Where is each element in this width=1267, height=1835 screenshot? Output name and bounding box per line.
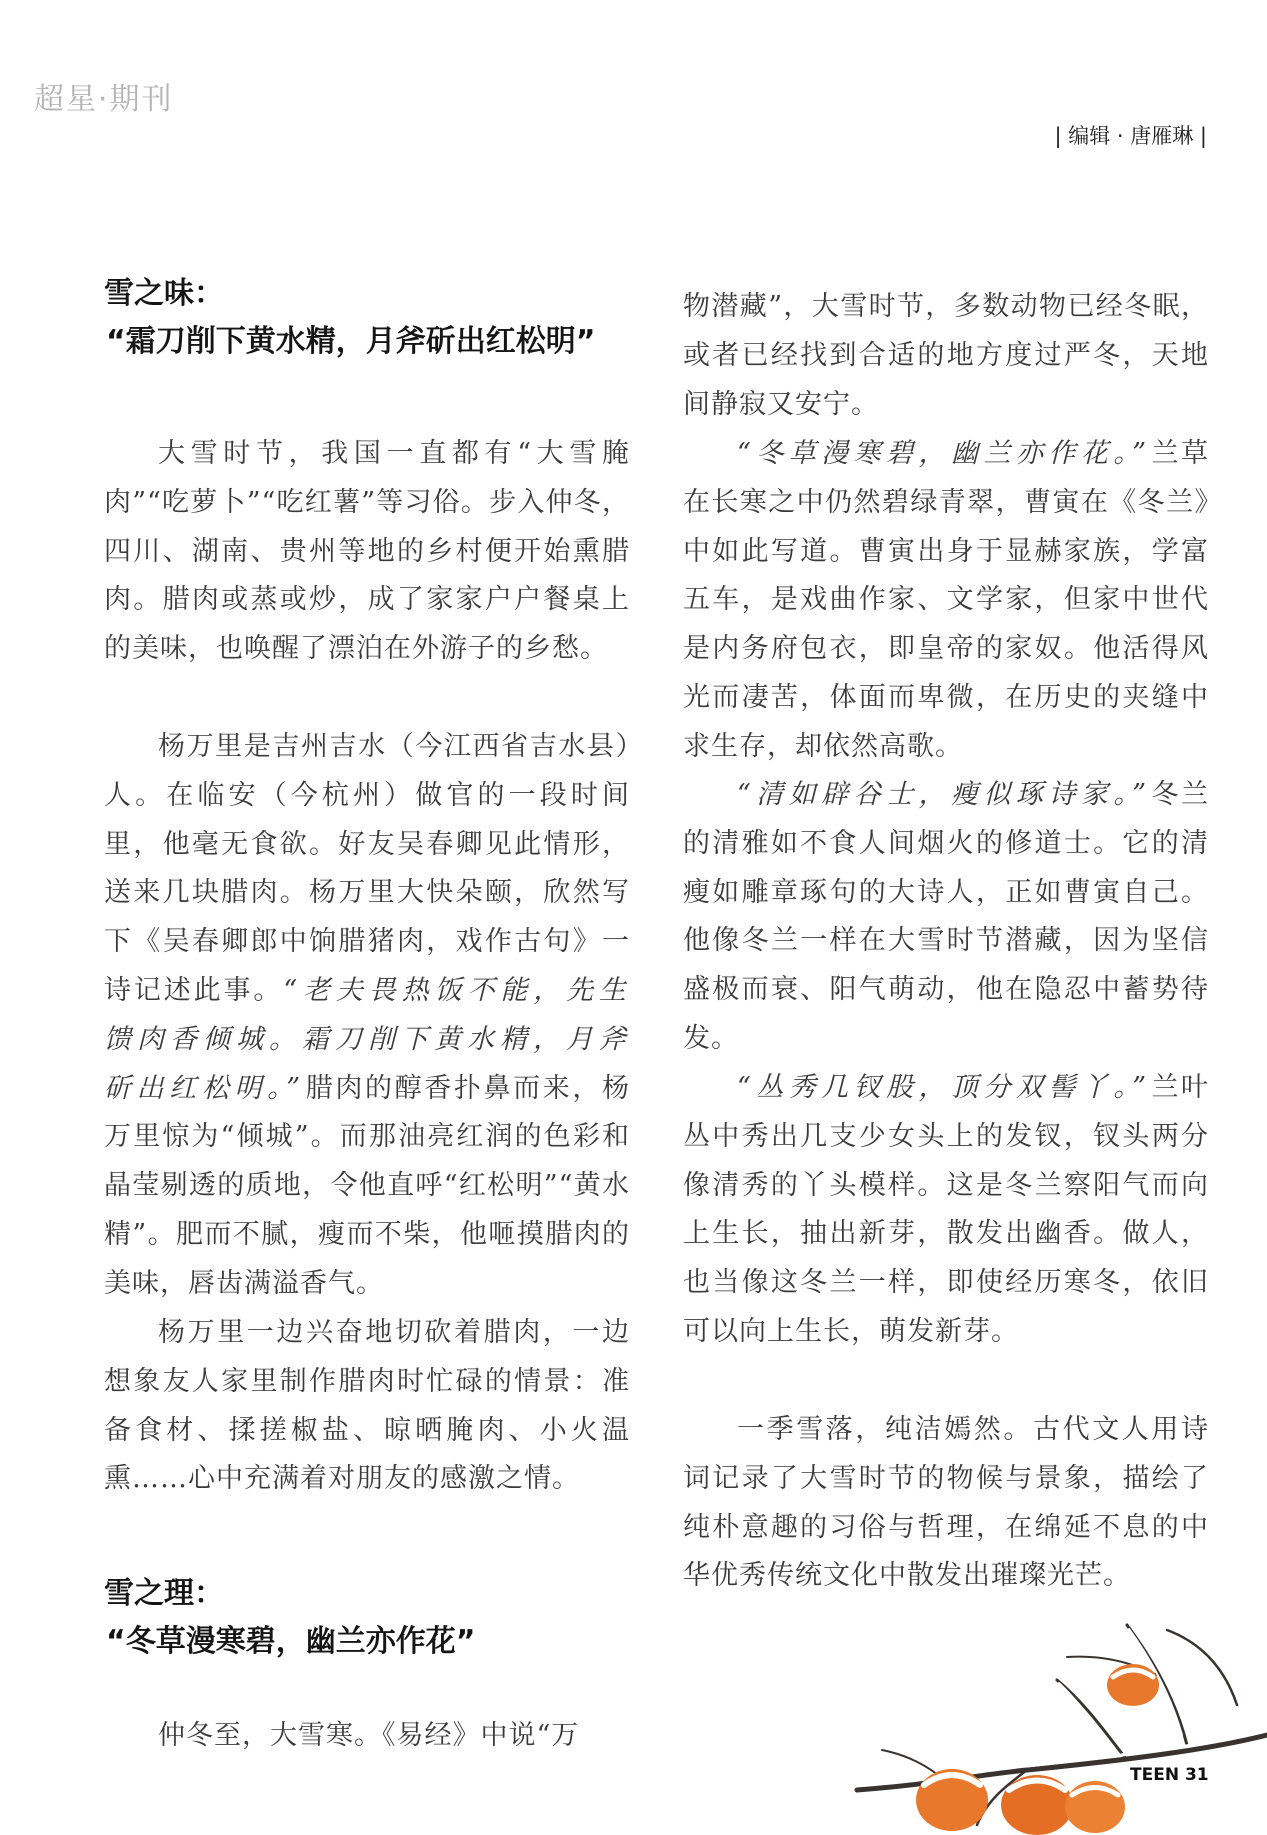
- paragraph: [683, 771, 1209, 1064]
- paragraph: [683, 430, 1209, 772]
- paragraph-text: 兰叶丛中秀出几支少女头上的发钗，钗头两分像清秀的丫头模样。这是冬兰察阳气而向上生长，抽出新芽，散发出幽香。做人，也当像这冬兰一样，即使经历寒冬，依旧可以向上生长，萌发新芽。: [683, 1072, 1209, 1347]
- paragraph-text: 兰草在长寒之中仍然碧绿青翠，曹寅在《冬兰》中如此写道。曹寅出身于显赫家族，学富五车，是戏曲作家、文学家，但家中世代是内务府包衣，即皇帝的家奴。他活得风光而凄苦，体面而卑微，在历史的夹缝中求生存，却依然高歌。: [683, 438, 1209, 762]
- paragraph: 大雪时节，我国一直都有“大雪腌肉”“吃萝卜”“吃红薯”等习俗。步入仲冬，四川、湖南、贵州等地的乡村便开始熏腊肉。腊肉或蒸或炒，成了家家户户餐桌上的美味，也唤醒了漂泊在外游子的乡愁。: [104, 438, 630, 665]
- paragraph-text: 冬兰的清雅如不食人间烟火的修道士。它的清瘦如雕章琢句的大诗人，正如曹寅自己。他像冬兰一样在大雪时节潜藏，因为坚信盛极而衰、阳气萌动，他在隐忍中蓄势待发。: [683, 779, 1209, 1054]
- poem-quote: “丛秀几钗股，顶分双髻丫。”: [737, 1072, 1151, 1103]
- persimmon-branch-illustration: [827, 1585, 1267, 1835]
- paragraph: [683, 1064, 1209, 1357]
- paragraph: 一季雪落，纯洁嫣然。古代文人用诗词记录了大雪时节的物候与景象，描绘了纯朴意趣的习俗与哲理，在绵延不息的中华优秀传统文化中散发出璀璨光芒。: [683, 1414, 1209, 1592]
- section-heading-snow-reason: [104, 1570, 475, 1666]
- section-heading-snow-taste: [104, 270, 595, 366]
- poem-quote: “冬草漫寒碧，幽兰亦作花。”: [737, 438, 1151, 469]
- poem-quote: “老夫畏热饭不能，先生馈肉香倾城。霜刀削下黄水精，月斧斫出红松明。”: [104, 974, 630, 1104]
- page-number: TEEN 31: [1130, 1765, 1209, 1785]
- editor-credit: | 编辑 · 唐雁琳 |: [1054, 124, 1207, 148]
- section-heading-line2: “冬草漫寒碧，幽兰亦作花”: [106, 1624, 476, 1659]
- paragraph: 仲冬至，大雪寒。《易经》中说“万: [158, 1720, 580, 1751]
- paragraph: 杨万里一边兴奋地切砍着腊肉，一边想象友人家里制作腊肉时忙碌的情景：准备食材、揉搓椒盐、晾晒腌肉、小火温熏……心中充满着对朋友的感激之情。: [104, 1317, 630, 1495]
- section-heading-line2: “霜刀削下黄水精，月斧斫出红松明”: [106, 324, 596, 359]
- paragraph-text: 腊肉的醇香扑鼻而来，杨万里惊为“倾城”。而那油亮红润的色彩和晶莹剔透的质地，令他直呼“红松明”“黄水精”。肥而不腻，瘦而不柴，他咂摸腊肉的美味，唇齿满溢香气。: [104, 1072, 630, 1299]
- paragraph: [104, 723, 630, 1309]
- paragraph: 物潜藏”，大雪时节，多数动物已经冬眠，或者已经找到合适的地方度过严冬，天地间静寂又安宁。: [683, 291, 1209, 420]
- section-heading-line1: 雪之理：: [104, 1576, 224, 1611]
- section-heading-line1: 雪之味：: [104, 276, 224, 311]
- magazine-name: 超星·期刊: [34, 82, 174, 117]
- paragraph-text: 杨万里是吉州吉水（今江西省吉水县）人。在临安（今杭州）做官的一段时间里，他毫无食欲。好友吴春卿见此情形，送来几块腊肉。杨万里大快朵颐，欣然写下《吴春卿郎中饷腊猪肉，戏作古句》一诗记述此事。: [104, 731, 630, 1006]
- persimmon-icon: [916, 1664, 1159, 1835]
- poem-quote: “清如辟谷士，瘦似琢诗家。”: [737, 779, 1151, 810]
